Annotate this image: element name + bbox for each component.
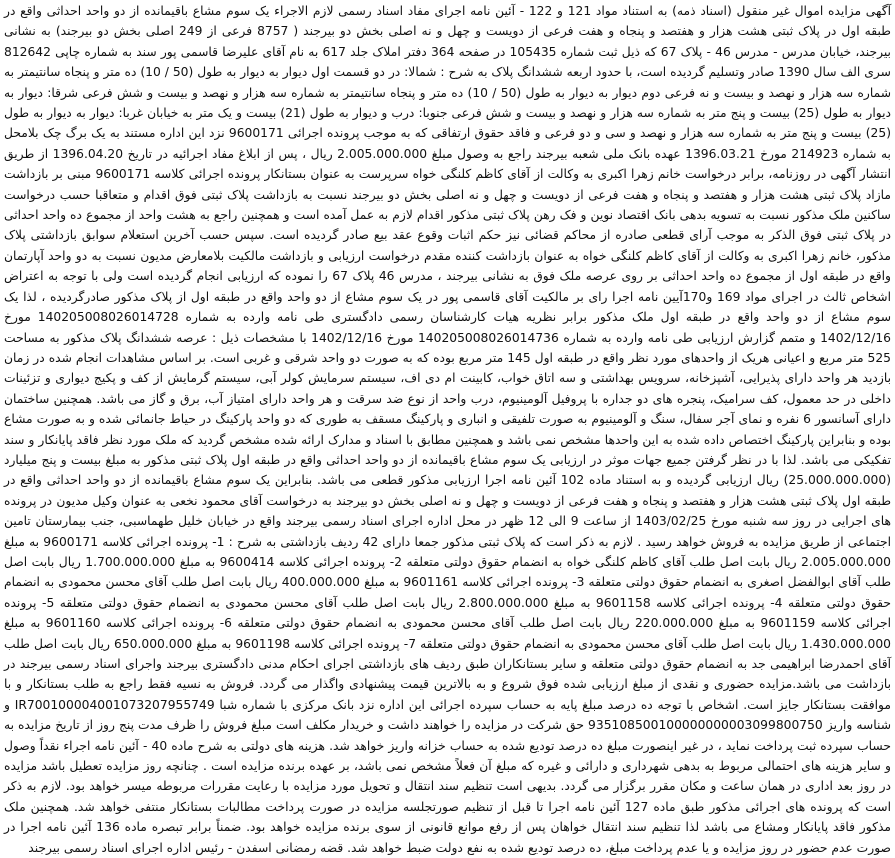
auction-notice-text: آگهی مزایده اموال غیر منقول (اسناد ذمه) به استناد مواد 121 و 122 - آئین نامه اجرای مفاد اسناد رسمی لازم الاجراء یک سوم مشاع باقیمانده از دو واحد احداثی واقع در طبقه اول در پلاک ثبتی هشت هزار و هفتصد و پنجاه و هفت فرعی از دویست و چهل و نه اصلی بخش دو بیرجند ( 8757 فرعی از 249 اصلی بخش دو بیرجند) به نشانی بیرجند، خیابان مدرس - مدرس 46 - پلاک 67 که ذیل ثبت شماره 105435 در صفحه 364 دفتر املاک جلد 617 به نام آقای علیرضا قاسمی پور سند به شماره چاپی 812642 سری الف سال 1390 صادر وتسلیم گردیده است، با حدود اربعه ششدانگ پلاک به شرح : شمالا: در دو قسمت اول دیوار به دیوار به طول (50 / 10) ده متر و پنجاه سانتیمتر به شماره سه هزار و نهصد و بیست و نه فرعی دوم دیوار به دیوار به طول (50 / 10) ده متر و پنجاه سانتیمتر به شماره سه هزار و نهصد و بیست و شش فرعی شرقا: دیوار به دیوار به طول (25) بیست و پنج متر به شماره سه هزار و نهصد و بیست و شش فرعی جنوبا: درب و دیوار به طول (21) بیست و یک متر به خیابان غربا: دیوار به دیوار به طول (25) بیست و پنج متر به شماره سه هزار و نهصد و سی و دو فرعی و فاقد حقوق ارتفاقی که به موجب پرونده اجرائی 9600171 نزد این اداره مستند به یک برگ چک بلامحل به شماره 214923 مورخ 1396.03.21 عهده بانک ملی شعبه بیرجند راجع به وصول مبلغ 2.005.000.000 ریال ، پس از ابلاغ مفاد اجرائیه در تاریخ 1396.04.20 از طریق انتشار آگهی در روزنامه، برابر درخواست خانم زهرا اکبری به وکالت از آقای کاظم کلنگی خواه سرپرست به عنوان بستانکار پرونده اجرائی کلاسه 9600171 مبنی بر بازداشت مازاد پلاک ثبتی هشت هزار و هفتصد و پنجاه و هفت فرعی از دویست و چهل و نه اصلی بخش دو بیرجند نسبت به بازداشت پلاک ثبتی فوق اقدام و متعاقبا حسب درخواست ساکنین ملک مذکور نسبت به تسویه بدهی بانک اقتصاد نوین و فک رهن پلاک ثبتی مذکور اقدام لازم به عمل آمده است و همچنین راجع به هشت واحد از مجموع ده واحد احداثی در پلاک ثبتی فوق الذکر به موجب آرای قطعی صادره از محاکم قضائی نیز حکم اثبات وقوع عقد بیع صادر گردیده است. سپس حسب آخرین استعلام سوابق بازداشتی پلاک مذکور، خانم زهرا اکبری به وکالت از آقای کاظم کلنگی خواه به عنوان بازداشت کننده مقدم درخواست ارزیابی و بازداشت مالکیت بلامعارض مدیون نسبت به دو واحد آپارتمان واقع در طبقه اول از مجموع ده واحد احداثی بر روی عرصه ملک فوق به نشانی بیرجند ، مدرس 46 پلاک 67 را نموده که ارزیابی انجام گردیده است ولی با توجه به اعتراض اشخاص ثالث در اجرای مواد 169 و170آیین نامه اجرا رای بر مالکیت آقای قاسمی پور در یک سوم مشاع از دو واحد واقع در طبقه اول از پلاک مذکور صادرگردیده ، لذا یک سوم مشاع از دو واحد واقع در طبقه اول ملک مذکور برابر نظریه هیات کارشناسان رسمی دادگستری طی نامه وارده به شماره 140205008026014728 مورخ 1402/12/16 و متمم گزارش ارزیابی طی نامه وارده به شماره 140205008026014736 مورخ 1402/12/16 با مشخصات ذیل : عرصه ششدانگ پلاک مذکور به مساحت 525 متر مربع و اعیانی هریک از واحدهای مورد نظر واقع در طبقه اول 145 متر مربع بوده که به صورت دو واحد شرقی و غربی است. بر اساس مشاهدات انجام شده در زمان بازدید هر واحد دارای پذیرایی، آشپزخانه، سرویس بهداشتی و سه اتاق خواب، کابینت ام دی اف، سیستم سرمایش کولر آبی، سیستم گرمایش از کف و پکیج دیواری و تزئینات داخلی در حد معمول، کف سرامیک، پنجره های دو جداره با پروفیل آلومینیوم، درب واحد از نوع ضد سرقت و هر واحد دارای امتیاز آب، برق و گاز می باشد. همچنین ساختمان دارای آسانسور 6 نفره و نمای آجر سفال، سنگ و آلومینیوم به صورت تلفیقی و انباری و پارکینگ مسقف به طوری که دو واحد پارکینگ در حیاط جانمائی شده و به صورت مشاع بوده و بنابراین پارکینگ اختصاص داده شده به این واحدها مشخص نمی باشد و همچنین مطابق با اسناد و مدارک ارائه شده مشخص گردید که ملک مورد نظر فاقد پایانکار و سند تفکیکی می باشد. لذا با در نظر گرفتن جمیع جهات موثر در ارزیابی یک سوم مشاع باقیمانده از دو واحد احداثی واقع در طبقه اول پلاک ثبتی مذکور به مبلغ بیست و پنج میلیارد (25.000.000.000) ریال ارزیابی گردیده و به استناد ماده 102 آئین نامه اجرا ارزیابی مذکور قطعی می باشد. بنابراین یک سوم مشاع باقیمانده از دو واحد احداثی واقع در طبقه اول پلاک ثبتی هشت هزار و هفتصد و پنجاه و هفت فرعی از دویست و چهل و نه اصلی بخش دو بیرجند به درخواست آقای محمود نخعی به عنوان وکیل مدیون در پرونده های اجرایی در روز سه شنبه مورخ 1403/02/25 از ساعت 9 الی 12 ظهر در محل اداره اجرای اسناد رسمی بیرجند واقع در خیابان خلیل طهماسبی، جنب بیمارستان تامین اجتماعی از طریق مزایده به فروش خواهد رسید . لازم به ذکر است که پلاک ثبتی مذکور جمعا دارای 42 ردیف بازداشتی به شرح : 1- پرونده اجرائی کلاسه 9600171 به مبلغ 2.005.000.000 ریال بابت اصل طلب آقای کاظم کلنگی خواه به انضمام حقوق دولتی متعلقه 2- پرونده اجرائی کلاسه 9600414 به مبلغ 1.700.000.000 ریال بابت اصل طلب آقای ابوالفضل اصغری به انضمام حقوق دولتی متعلقه 3- پرونده اجرائی کلاسه 9601161 به مبلغ 400.000.000 ریال بابت اصل طلب آقای محسن محمودی به انضمام حقوق دولتی متعلقه 4- پرونده اجرائی کلاسه 9601158 به مبلغ 2.800.000.000 ریال بابت اصل طلب آقای محسن محمودی به انضمام حقوق دولتی متعلقه 5- پرونده اجرائی کلاسه 9601159 به مبلغ 220.000.000 ریال بابت اصل طلب آقای محسن محمودی به انضمام حقوق دولتی متعلقه 6- پرونده اجرائی کلاسه 9601160 به مبلغ 1.430.000.000 ریال بابت اصل طلب آقای محسن محمودی به انضمام حقوق دولتی متعلقه 7- پرونده اجرائی کلاسه 9601198 به مبلغ 650.000.000 ریال بابت اصل طلب آقای احمدرضا ابراهیمی جد به انضمام حقوق دولتی متعلقه و سایر بستانکاران طبق ردیف های بازداشتی اجرای احکام مدنی دادگستری بیرجند واجرای اسناد رسمی بیرجند در بازداشت می باشد.مزایده حضوری و نقدی از مبلغ ارزیابی شده فوق شروع و به بالاترین قیمت پیشنهادی واگذار می گردد. فروش به نسیه فقط راجع به طلب بستانکار و با موافقت بستانکار جایز است. اشخاص با توجه ده درصد مبلغ پایه به حساب سپرده اجرائی این اداره نزد بانک مرکزی با شماره شبا IR700100004001073207955749 و شناسه واریز 935108500100000000003099800750 حق شرکت در مزایده را خواهند داشت و خریدار مکلف است مبلغ فروش را ظرف مدت پنج روز از تاریخ مزایده به حساب سپرده ثبت پرداخت نماید ، در غیر اینصورت مبلغ ده درصد تودیع شده به حساب خزانه واریز خواهد شد. هزینه های دولتی به شرح ماده 40 - آئین نامه اجراء نقداً وصول و سایر هزینه های احتمالی مربوط به بدهی شهرداری و دارائی و غیره که مبلغ آن فعلاً مشخص نمی باشد، بر عهده برنده مزایده است . چنانچه روز مزایده تعطیل باشد مزایده در روز بعد اداری در همان ساعت و مکان مقرر برگزار می گردد. بدیهی است تنظیم سند انتقال و تحویل مورد مزایده با رعایت مقررات مربوطه میسر خواهد بود. لازم به ذکر است که پرونده های اجرائی مذکور طبق ماده 127 آئین نامه اجرا تا قبل از تنظیم صورتجلسه مزایده در صورت پرداخت مطالبات بستانکار منتفی خواهد شد. همچنین ملک مذکور فاقد پایانکار ومشاع می باشد لذا تنظیم سند انتقال خواهان پس از رفع موانع قانونی از سوی برنده مزایده خواهد بود. ضمناً برابر تبصره ماده 136 آئین نامه اجرا در صورت عدم حضور در روز مزایده و یا عدم پرداخت مبلغ، ده درصد تودیع شده به نفع دولت ضبط خواهد شد. قضه رمضانی اسفدن - رئیس اداره اجرای اسناد رسمی بیرجند <box>4 4 892 855</box>
